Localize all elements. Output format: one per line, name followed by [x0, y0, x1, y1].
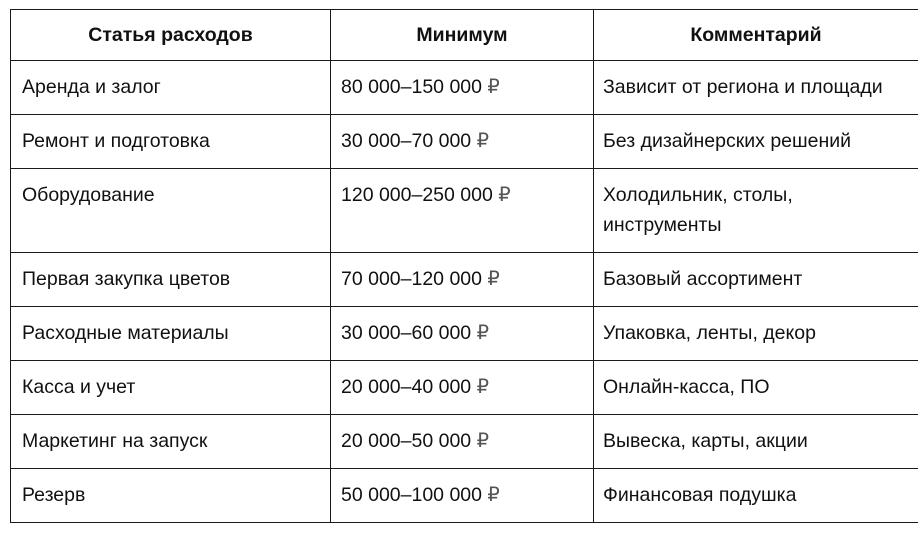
cell-minimum: [331, 361, 594, 415]
cell-expense-item: Ремонт и подготовка: [11, 115, 331, 169]
amount-range: 20 000–50 000: [341, 430, 472, 452]
cell-comment: Финансовая подушка: [594, 469, 918, 523]
header-expense-item: Статья расходов: [11, 10, 331, 61]
cell-comment: Зависит от региона и площади: [594, 61, 918, 115]
cell-expense-item: Первая закупка цветов: [11, 253, 331, 307]
cell-expense-item: Расходные материалы: [11, 307, 331, 361]
amount-range: 30 000–60 000: [341, 322, 472, 344]
ruble-sign: ₽: [476, 130, 489, 152]
cell-comment: Базовый ассортимент: [594, 253, 918, 307]
ruble-sign: ₽: [476, 322, 489, 344]
cell-comment: Холодильник, столы, инструменты: [594, 169, 918, 253]
table-row: [11, 307, 918, 361]
header-minimum: Минимум: [331, 10, 594, 61]
header-comment: Комментарий: [594, 10, 918, 61]
cell-minimum: [331, 169, 594, 253]
amount-range: 70 000–120 000: [341, 268, 482, 290]
table-row: [11, 61, 918, 115]
cell-expense-item: Оборудование: [11, 169, 331, 253]
table-row: [11, 361, 918, 415]
amount-range: 80 000–150 000: [341, 76, 482, 98]
cell-expense-item: Аренда и залог: [11, 61, 331, 115]
cell-expense-item: Касса и учет: [11, 361, 331, 415]
ruble-sign: ₽: [498, 184, 511, 206]
table-row: [11, 415, 918, 469]
ruble-sign: ₽: [476, 376, 489, 398]
amount-range: 30 000–70 000: [341, 130, 472, 152]
cell-comment: Упаковка, ленты, декор: [594, 307, 918, 361]
ruble-sign: ₽: [476, 430, 489, 452]
cell-minimum: [331, 469, 594, 523]
cell-comment: Онлайн-касса, ПО: [594, 361, 918, 415]
amount-range: 50 000–100 000: [341, 484, 482, 506]
cell-minimum: [331, 253, 594, 307]
cell-expense-item: Маркетинг на запуск: [11, 415, 331, 469]
amount-range: 20 000–40 000: [341, 376, 472, 398]
table-row: [11, 169, 918, 253]
expenses-table: [10, 9, 918, 523]
ruble-sign: ₽: [487, 76, 500, 98]
cell-comment: Без дизайнерских решений: [594, 115, 918, 169]
cell-minimum: [331, 115, 594, 169]
cell-minimum: [331, 61, 594, 115]
cell-comment: Вывеска, карты, акции: [594, 415, 918, 469]
table-row: [11, 115, 918, 169]
table-row: [11, 469, 918, 523]
cell-minimum: [331, 415, 594, 469]
table-header-row: [11, 10, 918, 61]
cell-expense-item: Резерв: [11, 469, 331, 523]
ruble-sign: ₽: [487, 484, 500, 506]
cell-minimum: [331, 307, 594, 361]
table-row: [11, 253, 918, 307]
amount-range: 120 000–250 000: [341, 184, 493, 206]
ruble-sign: ₽: [487, 268, 500, 290]
